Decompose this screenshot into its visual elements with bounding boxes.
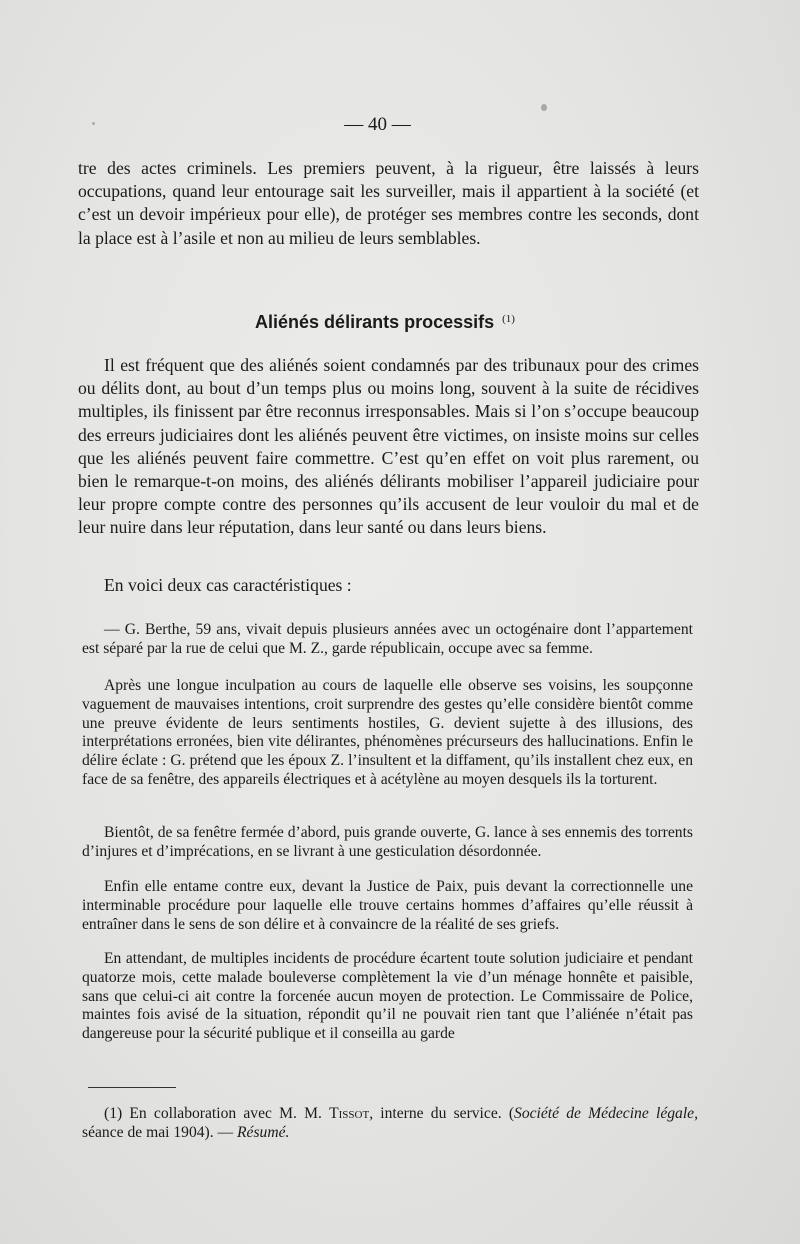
section-heading [0, 312, 770, 333]
case-paragraph: En attendant, de multiples incidents de procédure écartent toute solution judiciaire et pendant quatorze mois, cette malade bouleverse complètement la vie d’un ménage honnête et paisible, sans que celui-ci ait contre la forcenée aucun moyen de protection. Le Commissaire de Police, maintes fois avisé de la situation, répondit qu’il ne pouvait rien tant que l’aliénée n’était pas dangereuse pour la sécurité publique et il conseilla au garde [82, 950, 693, 1043]
case-paragraph: Après une longue inculpation au cours de laquelle elle observe ses voisins, les soupçonne vaguement de mauvaises intentions, croit surprendre des gestes qu’elle considère bientôt comme une preuve évidente de leurs sentiments hostiles, G. devient sujette à des illusions, des interprétations erronées, bien vite délirantes, phénomènes précurseurs des hallucinations. Enfin le délire éclate : G. prétend que les époux Z. l’insultent et la diffament, qu’ils installent chez eux, en face de sa fenêtre, des appareils électriques et à acétylène au moyen desquels ils la torturent. [82, 677, 693, 788]
section-title: Aliénés délirants processifs [255, 312, 495, 332]
footnote-middle: , interne du service. ( [369, 1105, 515, 1122]
intro-paragraph: En voici deux cas caractéristiques : [104, 575, 352, 595]
opening-paragraph: tre des actes criminels. Les premiers peuvent, à la rigueur, être laissés à leurs occupations, quand leur entourage sait les surveiller, mais il appartient à la société (et c’est un devoir impérieux pour elle), de protéger ses membres contre les seconds, dont la place est à l’asile et non au milieu de leurs semblables. [78, 158, 699, 248]
footnote-summary: Résumé. [237, 1124, 290, 1141]
footnote-date: séance de mai 1904). — [82, 1124, 238, 1141]
footnote-name: Tissot [329, 1105, 370, 1122]
page-number: — 40 — [344, 114, 411, 135]
footnote [82, 1104, 698, 1142]
footnote-divider [88, 1087, 176, 1088]
intro-paragraph: Il est fréquent que des aliénés soient condamnés par des tribunaux pour des crimes ou délits dont, au bout d’un temps plus ou moins long, souvent à la suite de récidives multiples, ils finissent par être reconnus irresponsables. Mais si l’on s’occupe beaucoup des erreurs judiciaires dont les aliénés peuvent être victimes, on insiste moins sur celles que les aliénés peuvent faire commettre. C’est qu’en effet on voit plus rarement, ou bien le remarque-t-on moins, des aliénés délirants mobiliser l’appareil judiciaire pour leur propre compte contre des personnes qu’ils accusent de leur vouloir du mal et de leur nuire dans leur réputation, dans leur santé ou dans leurs biens. [78, 355, 699, 538]
case-paragraph: — G. Berthe, 59 ans, vivait depuis plusieurs années avec un octogénaire dont l’appartement est séparé par la rue de celui que M. Z., garde républicain, occupe avec sa femme. [82, 621, 693, 657]
scan-speck [92, 122, 95, 125]
scan-speck [541, 104, 547, 111]
footnote-reference: (1) [502, 313, 515, 325]
footnote-prefix: (1) En collaboration avec M. M. [104, 1105, 330, 1122]
footnote-source: Société de Médecine légale, [514, 1105, 698, 1122]
case-paragraph: Enfin elle entame contre eux, devant la Justice de Paix, puis devant la correctionnelle une interminable procédure pour laquelle elle trouve certains hommes d’affaires qu’elle réussit à entraîner dans le sens de son délire et à convaincre de la réalité de ses griefs. [82, 878, 693, 933]
case-paragraph: Bientôt, de sa fenêtre fermée d’abord, puis grande ouverte, G. lance à ses ennemis des torrents d’injures et d’imprécations, en se livrant à une gesticulation désordonnée. [82, 824, 693, 860]
